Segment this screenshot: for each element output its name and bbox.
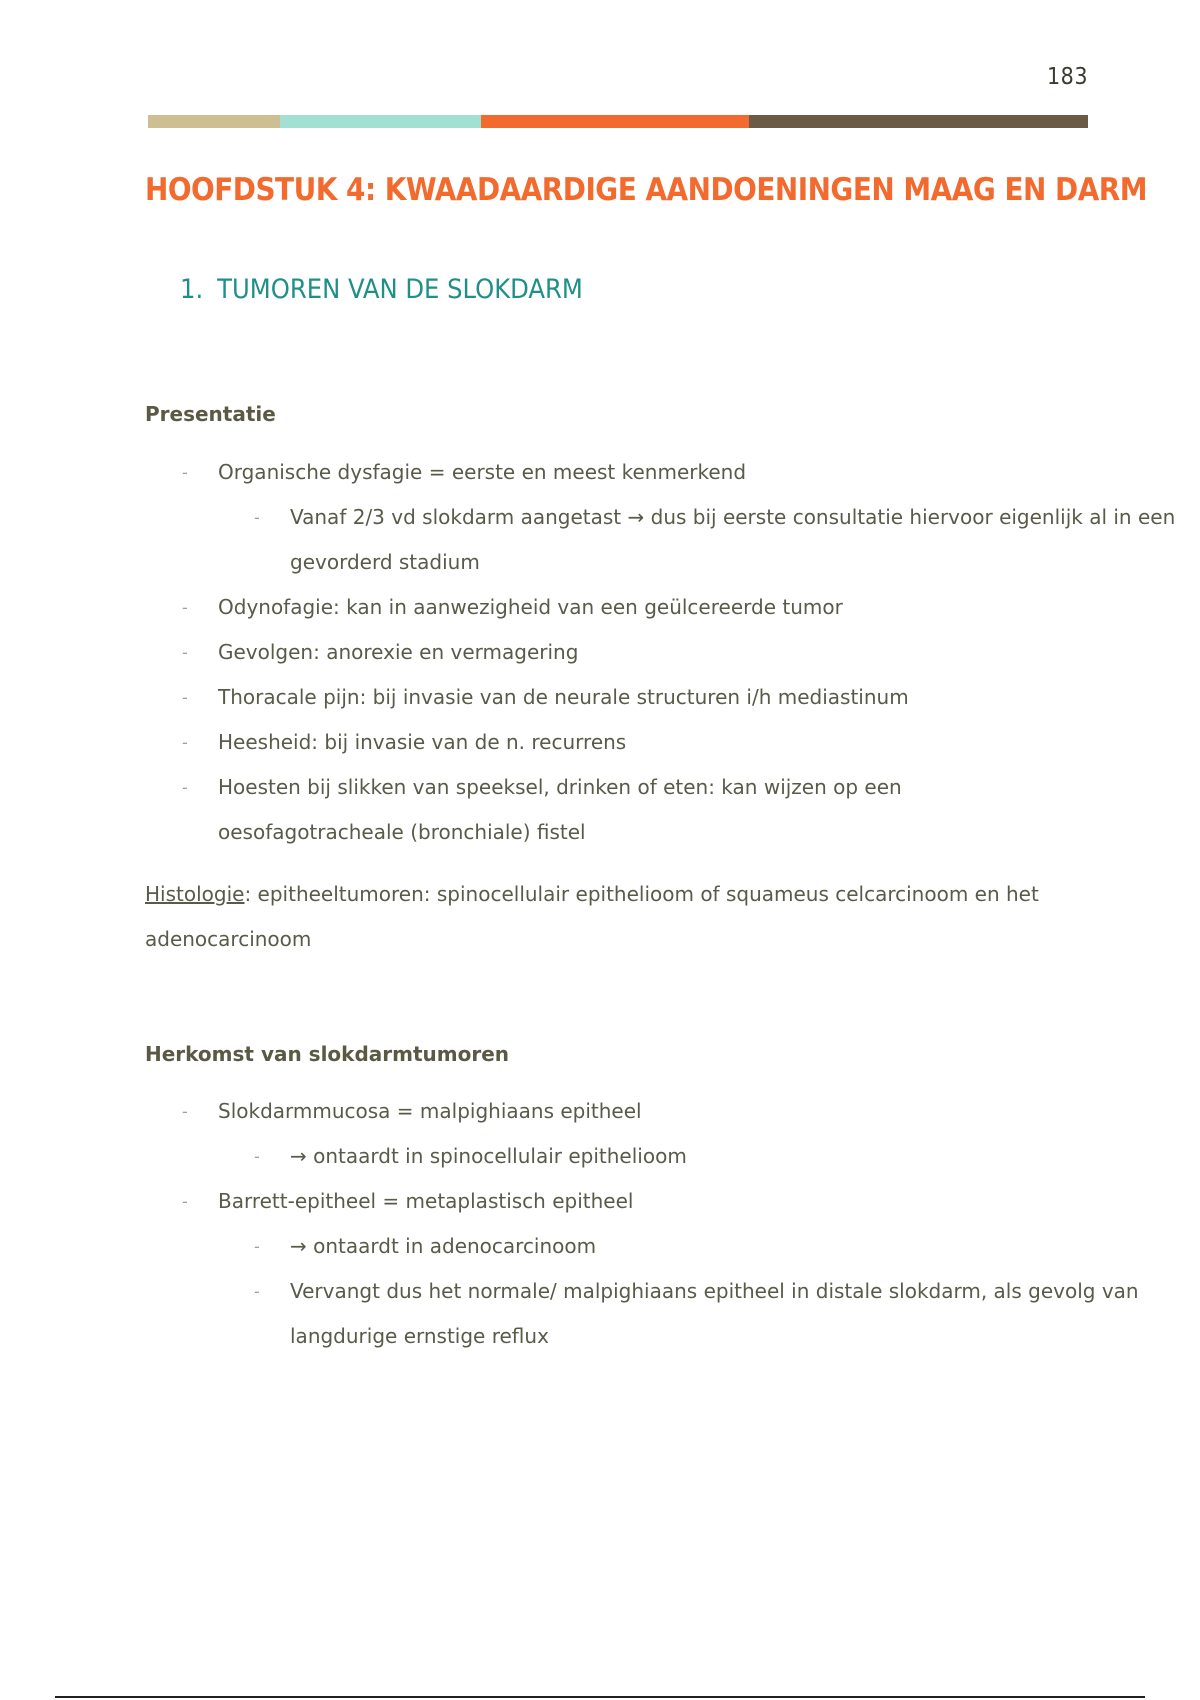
color-bar-segment-mint xyxy=(280,115,481,128)
list-item xyxy=(145,765,968,855)
section-title-text: TUMOREN VAN DE SLOKDARM xyxy=(217,274,583,305)
bullet-dash: - xyxy=(182,463,188,482)
footer-rule xyxy=(55,1696,1145,1698)
list-item-nested xyxy=(145,1224,1180,1269)
bullet-dash: - xyxy=(182,1192,188,1211)
list-item xyxy=(145,1179,1180,1224)
histologie-text: : epitheeltumoren: spinocellulair epithelioom of squameus celcarcinoom en het adenocarcinoom xyxy=(145,882,1039,951)
bullet-dash: - xyxy=(182,733,188,752)
list-item-nested xyxy=(145,495,1180,585)
list-item-text: → ontaardt in adenocarcinoom xyxy=(290,1234,597,1258)
list-item-text: Organische dysfagie = eerste en meest kenmerkend xyxy=(218,460,747,484)
presentatie-list xyxy=(145,450,1180,855)
list-item-text: Odynofagie: kan in aanwezigheid van een geülcereerde tumor xyxy=(218,595,843,619)
list-item-text: Gevolgen: anorexie en vermagering xyxy=(218,640,579,664)
color-bar-segment-brown xyxy=(749,115,1088,128)
histologie-label: Histologie xyxy=(145,882,245,906)
bullet-dash: - xyxy=(254,1237,260,1256)
list-item-text: Hoesten bij slikken van speeksel, drinken of eten: kan wijzen op een oesofagotracheale (bronchiale) fistel xyxy=(218,775,902,844)
bullet-dash: - xyxy=(182,643,188,662)
list-item-text: Slokdarmmucosa = malpighiaans epitheel xyxy=(218,1099,642,1123)
list-item xyxy=(145,585,1180,630)
color-bar-segment-beige xyxy=(148,115,280,128)
bullet-dash: - xyxy=(254,508,260,527)
chapter-title: HOOFDSTUK 4: KWAADAARDIGE AANDOENINGEN MAAG EN DARM xyxy=(145,172,1148,208)
section-number: 1. xyxy=(180,274,204,305)
subheading-herkomst: Herkomst van slokdarmtumoren xyxy=(145,1042,510,1066)
bullet-dash: - xyxy=(182,778,188,797)
list-item xyxy=(145,1089,1180,1134)
bullet-dash: - xyxy=(182,1102,188,1121)
subheading-presentatie: Presentatie xyxy=(145,402,276,426)
header-color-bar xyxy=(148,115,1088,128)
list-item-text: Heesheid: bij invasie van de n. recurrens xyxy=(218,730,627,754)
bullet-dash: - xyxy=(182,688,188,707)
list-item xyxy=(145,450,1180,495)
bullet-dash: - xyxy=(254,1147,260,1166)
list-item-text: Barrett-epitheel = metaplastisch epitheel xyxy=(218,1189,634,1213)
list-item-text: Thoracale pijn: bij invasie van de neurale structuren i/h mediastinum xyxy=(218,685,909,709)
herkomst-list xyxy=(145,1089,1180,1359)
bullet-dash: - xyxy=(254,1282,260,1301)
list-item xyxy=(145,720,1180,765)
list-item-nested xyxy=(145,1134,1180,1179)
section-title xyxy=(180,274,583,305)
list-item xyxy=(145,630,1180,675)
list-item xyxy=(145,675,1180,720)
histologie-paragraph xyxy=(145,872,1075,962)
list-item-text: Vanaf 2/3 vd slokdarm aangetast → dus bij eerste consultatie hiervoor eigenlijk al in een gevorderd stadium xyxy=(290,505,1176,574)
bullet-dash: - xyxy=(182,598,188,617)
page-number: 183 xyxy=(1047,64,1088,90)
list-item-text: → ontaardt in spinocellulair epithelioom xyxy=(290,1144,687,1168)
list-item-nested xyxy=(145,1269,1180,1359)
list-item-text: Vervangt dus het normale/ malpighiaans epitheel in distale slokdarm, als gevolg van langdurige ernstige reflux xyxy=(290,1279,1139,1348)
color-bar-segment-orange xyxy=(481,115,749,128)
